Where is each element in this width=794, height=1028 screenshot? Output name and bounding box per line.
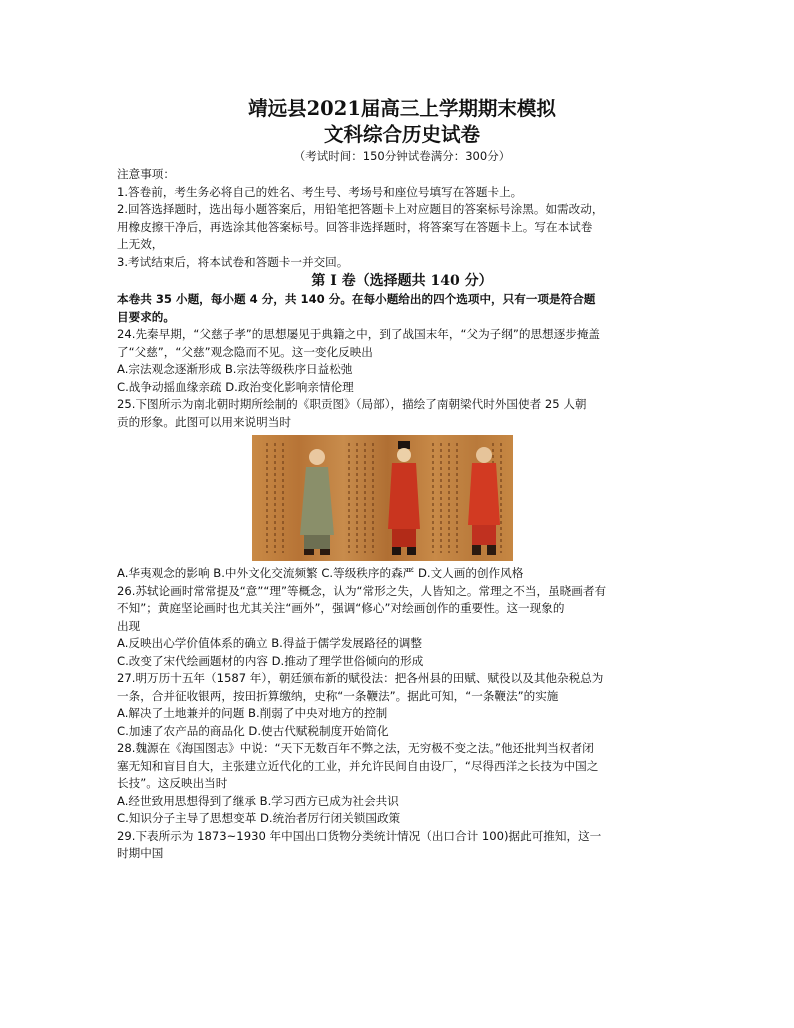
q29-stem-line-2: 时期中国 [117, 846, 164, 860]
q28-options-2: C.知识分子主导了思想变革 D.统治者厉行闭关锁国政策 [117, 811, 401, 825]
q26-options-2: C.改变了宋代绘画题材的内容 D.推动了理学世俗倾向的形成 [117, 653, 424, 668]
exam-subject-title: 文科综合历史试卷 [323, 123, 480, 146]
q26-stem-line-1: 26.苏轼论画时常常提及“意”“理”等概念，认为“常形之失，人皆知之。常理之不当，虽晓画者有 [117, 583, 607, 598]
q27-options-2: C.加速了农产品的商品化 D.使古代赋税制度开始简化 [117, 723, 389, 738]
q24-options-1: A.宗法观念逐渐形成 B.宗法等级秩序日益松弛 [117, 362, 353, 376]
q28-stem-line-1: 28.魏源在《海国图志》中说：“天下无数百年不弊之法，无穷极不变之法。”他还批判当权者闭 [117, 741, 594, 755]
note-2-line-3: 上无效， [117, 237, 164, 251]
section-title: 第 I 卷（选择题共 140 分） [311, 273, 493, 289]
zhigongtu-painting-image [252, 435, 513, 561]
note-1: 1.答卷前，考生务必将自己的姓名、考生号、考场号和座位号填写在答题卡上。 [117, 184, 523, 199]
q27-stem-line-1: 27.明万历十五年（1587 年），朝廷颁布新的赋役法：把各州县的田赋、赋役以及其他杂税总为 [117, 671, 604, 685]
q25-stem-line-1: 25.下图所示为南北朝时期所绘制的《职贡图》（局部），描绘了南朝梁代时外国使者 25 人朝 [117, 397, 587, 411]
q26-stem-line-2: 不知”；黄庭坚论画时也尤其关注“画外”，强调“修心”对绘画创作的重要性。这一现象的 [117, 601, 565, 615]
note-2-line-2: 用橡皮擦干净后，再选涂其他答案标号。回答非选择题时，将答案写在答题卡上。写在本试卷 [117, 219, 593, 234]
q25-options: A.华夷观念的影响 B.中外文化交流频繁 C.等级秩序的森严 D.文人画的创作风格 [117, 566, 524, 580]
envoy-figure-3 [464, 443, 504, 557]
section-intro-line-1: 本卷共 35 小题，每小题 4 分，共 140 分。在每小题给出的四个选项中，只有一项是符合题 [117, 292, 596, 306]
exam-info: （考试时间：150分钟试卷满分：300分） [293, 149, 511, 163]
q28-options-1: A.经世致用思想得到了继承 B.学习西方已成为社会共识 [117, 793, 399, 808]
exam-title: 靖远县2021届高三上学期期末模拟 [248, 97, 556, 120]
q28-stem-line-2: 塞无知和盲目自大，主张建立近代化的工业，并允许民间自由设厂，“尽得西洋之长技为中国之 [117, 758, 599, 773]
note-3: 3.考试结束后，将本试卷和答题卡一并交回。 [117, 254, 349, 269]
q28-stem-line-3: 长技”。这反映出当时 [117, 776, 228, 790]
notes-heading: 注意事项： [117, 167, 175, 181]
q29-stem-line-1: 29.下表所示为 1873~1930 年中国出口货物分类统计情况（出口合计 100)据此可推知，这一 [117, 828, 602, 843]
q27-options-1: A.解决了土地兼并的问题 B.削弱了中央对地方的控制 [117, 706, 388, 720]
envoy-figure-1 [292, 445, 342, 557]
note-2-line-1: 2.回答选择题时，选出每小题答案后，用铅笔把答题卡上对应题目的答案标号涂黑。如需改动， [117, 202, 604, 216]
q24-stem-line-1: 24.先秦早期，“父慈子孝”的思想屡见于典籍之中，到了战国末年，“父为子纲”的思想逐步掩盖 [117, 327, 601, 341]
section-intro-line-2: 目要求的。 [117, 309, 175, 324]
q24-stem-line-2: 了“父慈”，“父慈”观念隐而不见。这一变化反映出 [117, 344, 373, 359]
q26-options-1: A.反映出心学价值体系的确立 B.得益于儒学发展路径的调整 [117, 636, 422, 650]
q26-stem-line-3: 出现 [117, 618, 141, 633]
q25-stem-line-2: 贡的形象。此图可以用来说明当时 [117, 414, 291, 429]
exam-page [117, 96, 687, 863]
envoy-figure-2 [382, 441, 426, 557]
q27-stem-line-2: 一条，合并征收银两，按田折算缴纳，史称“一条鞭法”。据此可知，“一条鞭法”的实施 [117, 688, 559, 703]
q24-options-2: C.战争动摇血缘亲疏 D.政治变化影响亲情伦理 [117, 379, 354, 394]
